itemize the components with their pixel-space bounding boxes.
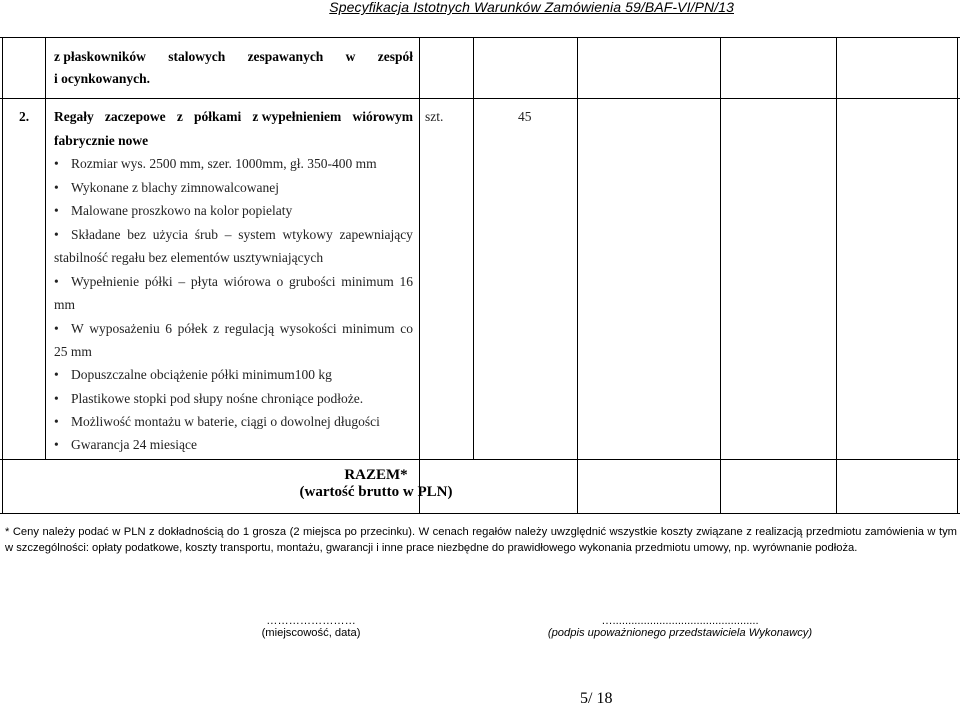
spec-text: Plastikowe stopki pod słupy nośne chroniące podłoże. [71,391,364,406]
column-divider [473,37,474,460]
column-divider [419,37,420,514]
bullet-icon: • [54,227,59,242]
spec-text: Gwarancja 24 miesiące [71,437,197,452]
contractor-signature-label: (podpis upoważnionego przedstawiciela Wykonawcy) [547,627,813,639]
bullet-icon: • [54,321,59,336]
word: zespół [377,49,413,64]
price-footnote: * Ceny należy podać w PLN z dokładnością do 1 grosza (2 miejsca po przecinku). W cenach regałów należy uwzględnić wszystkie koszty związane z realizacją przedmiotu zamówienia w tym w szczególności: opłaty podatkowe, koszty transportu, montażu, gwarancji i inne prace niezbędne do prawidłowego wykonania przedmiotu umowy, np. wyrównanie podłoża. [5,526,957,554]
column-divider [720,37,721,514]
column-divider [577,37,578,514]
previous-row-description [54,49,413,65]
bullet-icon: • [54,391,59,406]
bullet-icon: • [54,156,59,171]
column-divider [45,37,46,460]
word: Regały [54,109,94,124]
word: Wypełnienie [71,274,140,289]
bullet-icon: • [54,437,59,452]
spec-text: Rozmiar wys. 2500 mm, szer. 1000mm, gł. 350-400 mm [71,156,377,171]
bullet-icon: • [54,274,59,289]
word: półkami [193,109,242,124]
word: z [213,321,220,336]
word: półki [144,274,173,289]
document-header-title: Specyfikacja Istotnych Warunków Zamówienia 59/BAF-VI/PN/13 [329,0,734,15]
word: Składane [71,227,121,242]
word: – [178,274,186,289]
spec-text [71,321,413,337]
word: zaczepowe [104,109,166,124]
word: z [176,109,183,124]
word: wiórowym [352,109,413,124]
place-date-signature [226,615,396,639]
word: z wypełnieniem [252,109,342,124]
word: wysokości [279,321,337,336]
word: zapewniający [339,227,413,242]
word: system [238,227,276,242]
item-unit: szt. [425,109,444,124]
word: 16 [399,274,413,289]
word: w [345,49,356,64]
word: W [71,321,84,336]
word: płyta [190,274,218,289]
word: wyposażeniu [89,321,160,336]
column-divider [2,37,3,514]
word: półek [177,321,208,336]
spec-text [71,274,413,290]
spec-text: Malowane proszkowo na kolor popielaty [71,203,293,218]
item-quantity: 45 [518,109,532,124]
word: bez [127,227,146,242]
previous-row-description-line2: i ocynkowanych. [54,71,151,86]
word: – [224,227,232,242]
word: z płaskowników [54,49,146,64]
spec-text-continuation: stabilność regału bez elementów usztywniających [54,250,324,265]
total-label-line2: (wartość brutto w PLN) [299,484,453,500]
table-top-border [0,37,960,38]
word: użycia [152,227,188,242]
total-label [296,467,456,501]
spec-text-continuation: mm [54,297,76,312]
item-title-line2: fabrycznie nowe [54,133,149,148]
word: minimum [341,274,394,289]
place-date-label: (miejscowość, data) [261,627,361,639]
item-number: 2. [19,109,30,124]
word: grubości [289,274,336,289]
word: śrub [194,227,218,242]
word: stalowych [168,49,226,64]
word: co [400,321,413,336]
word: zespawanych [247,49,324,64]
word: regulacją [224,321,275,336]
contractor-signature [525,615,835,639]
spec-text: Wykonane z blachy zimnowalcowanej [71,180,279,195]
word: wtykowy [282,227,333,242]
row-separator [0,513,960,514]
spec-text: Dopuszczalne obciążenie półki minimum100 kg [71,367,332,382]
spec-text [71,227,413,243]
word: wiórowa [223,274,271,289]
word: minimum [342,321,395,336]
dotted-line: …………………… [266,615,356,627]
dotted-line: …............................................... [601,615,759,627]
bullet-icon: • [54,414,59,429]
page-number: 5/ 18 [580,690,613,707]
bullet-icon: • [54,367,59,382]
column-divider [957,37,958,514]
spec-text-continuation: 25 mm [54,344,92,359]
column-divider [836,37,837,514]
bullet-icon: • [54,203,59,218]
total-label-line1: RAZEM* [344,467,408,483]
row-separator [0,98,960,99]
bullet-icon: • [54,180,59,195]
word: o [276,274,284,289]
spec-text: Możliwość montażu w baterie, ciągi o dowolnej długości [71,414,380,429]
word: 6 [165,321,173,336]
item-title [54,109,413,125]
row-separator [0,459,960,460]
